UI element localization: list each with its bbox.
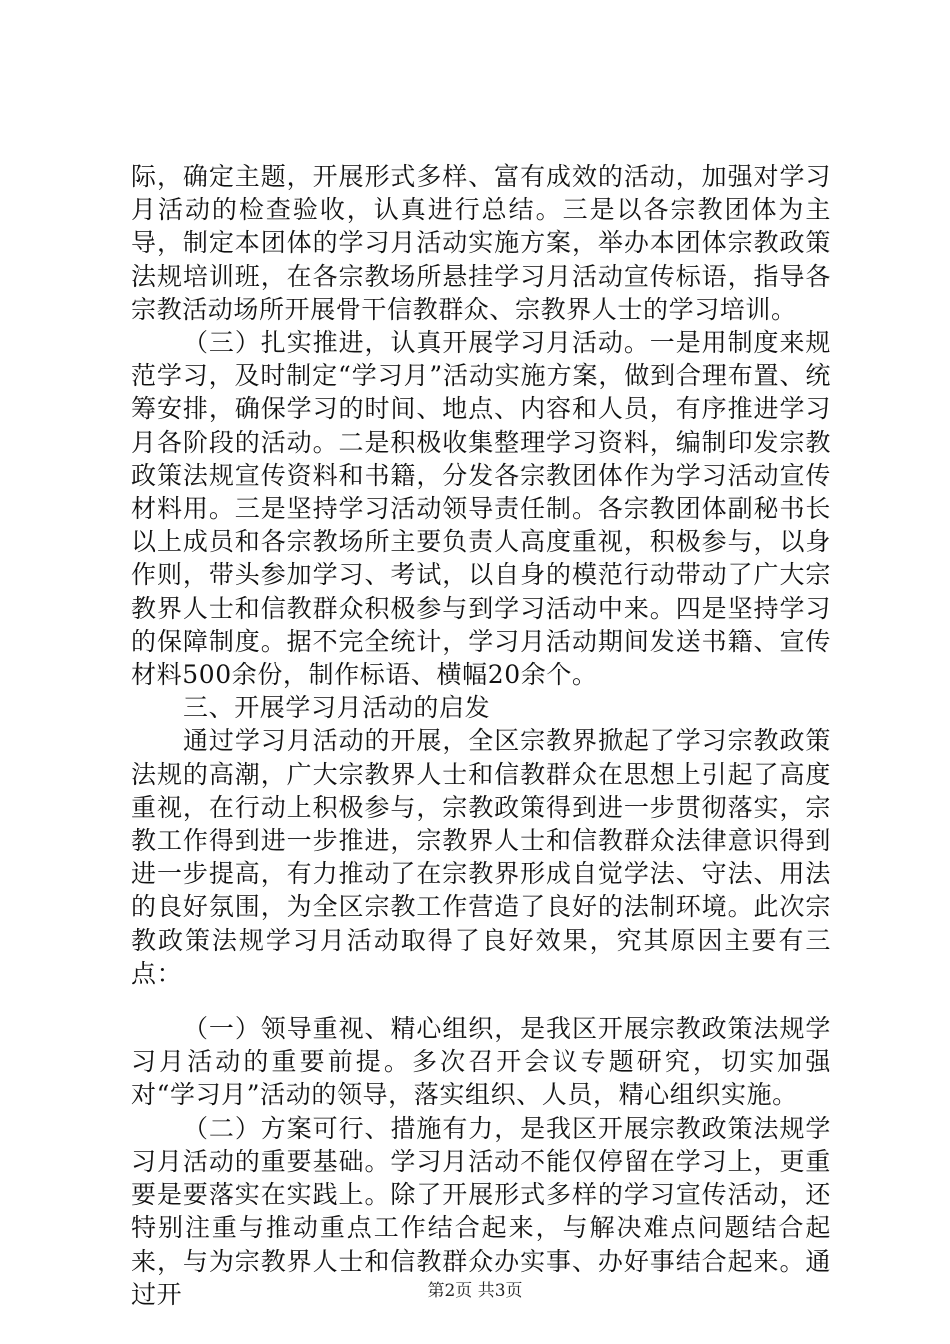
paragraph-inspiration-summary: 通过学习月活动的开展，全区宗教界掀起了学习宗教政策法规的高潮，广大宗教界人士和信教群众在思想上引起了高度重视，在行动上积极参与，宗教政策得到进一步贯彻落实，宗教工作得到进一步推进，宗教界人士和信教群众法律意识得到进一步提高，有力推动了在宗教界形成自觉学法、守法、用法的良好氛围，为全区宗教工作营造了良好的法制环境。此次宗教政策法规学习月活动取得了良好效果，究其原因主要有三点： [131, 726, 831, 988]
paragraph-section-3-implementation: （三）扎实推进，认真开展学习月活动。一是用制度来规范学习，及时制定“学习月”活动实施方案，做到合理布置、统筹安排，确保学习的时间、地点、内容和人员，有序推进学习月各阶段的活动。二是积极收集整理学习资料，编制印发宗教政策法规宣传资料和书籍，分发各宗教团体作为学习活动宣传材料用。三是坚持学习活动领导责任制。各宗教团体副秘书长以上成员和各宗教场所主要负责人高度重视，积极参与，以身作则，带头参加学习、考试，以自身的模范行动带动了广大宗教界人士和信教群众积极参与到学习活动中来。四是坚持学习的保障制度。据不完全统计，学习月活动期间发送书籍、宣传材料500余份，制作标语、横幅20余个。 [131, 328, 831, 690]
section-heading-inspiration: 三、开展学习月活动的启发 [183, 693, 491, 723]
document-body [131, 160, 831, 1311]
paragraph-point-2-measures: （二）方案可行、措施有力，是我区开展宗教政策法规学习月活动的重要基础。学习月活动不能仅停留在学习上，更重要是要落实在实践上。除了开展形式多样的学习宣传活动，还特别注重与推动重点工作结合起来，与解决难点问题结合起来，与为宗教界人士和信教群众办实事、办好事结合起来。通过开 [131, 1113, 831, 1309]
paragraph-point-1-leadership: （一）领导重视、精心组织，是我区开展宗教政策法规学习月活动的重要前提。多次召开会议专题研究，切实加强对“学习月”活动的领导，落实组织、人员，精心组织实施。 [131, 1014, 831, 1110]
page-number-footer: 第2页 共3页 [427, 1281, 523, 1301]
paragraph-continuation: 际，确定主题，开展形式多样、富有成效的活动，加强对学习月活动的检查验收，认真进行总结。三是以各宗教团体为主导，制定本团体的学习月活动实施方案，举办本团体宗教政策法规培训班，在各宗教场所悬挂学习月活动宣传标语，指导各宗教活动场所开展骨干信教群众、宗教界人士的学习培训。 [131, 162, 831, 324]
